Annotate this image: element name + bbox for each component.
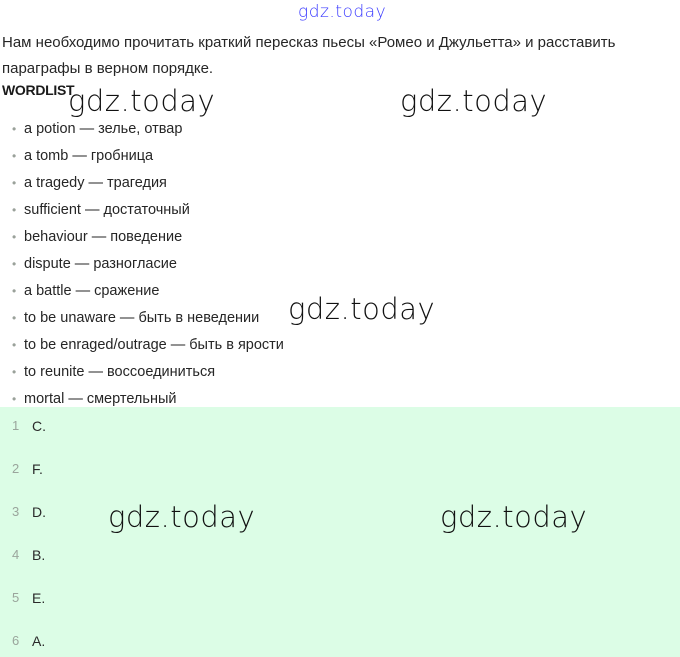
intro-text: Нам необходимо прочитать краткий пересказ пьесы «Ромео и Джульетта» и расставить параграфы в верном порядке. [2,34,616,77]
answer-value: D. [32,504,46,520]
wordlist-entry: to be unaware — быть в неведении [24,310,260,326]
wordlist-entry: a tomb — гробница [24,148,154,164]
list-item [12,225,284,252]
wordlist-entry: a battle — сражение [24,283,160,299]
bullet-icon: • [12,392,17,406]
list-item [12,333,284,360]
answer-number: 3 [12,504,20,519]
wordlist-entry: mortal — смертельный [24,391,177,407]
watermark: gdz.today [288,292,436,326]
wordlist-entry: to reunite — воссоединиться [24,364,216,380]
watermark: gdz.today [400,84,548,118]
bullet-icon: • [12,176,17,190]
bullet-icon: • [12,338,17,352]
answer-number: 5 [12,590,20,605]
answer-value: B. [32,547,46,563]
watermark: gdz.today [108,500,256,534]
wordlist [12,117,284,414]
list-item [12,117,284,144]
list-item [12,144,284,171]
list-item [12,360,284,387]
list-item [12,252,284,279]
wordlist-title: WORDLIST [2,82,75,98]
answer-value: F. [32,461,43,477]
watermark-top: gdz.today [298,2,387,22]
answer-value: C. [32,418,46,434]
answer-value: A. [32,633,46,649]
wordlist-entry: a potion — зелье, отвар [24,121,183,137]
wordlist-entry: behaviour — поведение [24,229,183,245]
list-item [12,306,284,333]
wordlist-entry: a tragedy — трагедия [24,175,167,191]
watermark: gdz.today [68,84,216,118]
bullet-icon: • [12,230,17,244]
wordlist-entry: to be enraged/outrage — быть в ярости [24,337,284,353]
answer-number: 4 [12,547,20,562]
answer-number: 1 [12,418,20,433]
list-item [12,198,284,225]
bullet-icon: • [12,203,17,217]
wordlist-entry: dispute — разногласие [24,256,177,272]
answer-number: 2 [12,461,20,476]
bullet-icon: • [12,257,17,271]
watermark: gdz.today [440,500,588,534]
bullet-icon: • [12,284,17,298]
bullet-icon: • [12,122,17,136]
list-item [12,171,284,198]
answer-value: E. [32,590,46,606]
answer-number: 6 [12,633,20,648]
wordlist-entry: sufficient — достаточный [24,202,190,218]
bullet-icon: • [12,365,17,379]
bullet-icon: • [12,311,17,325]
list-item [12,279,284,306]
bullet-icon: • [12,149,17,163]
